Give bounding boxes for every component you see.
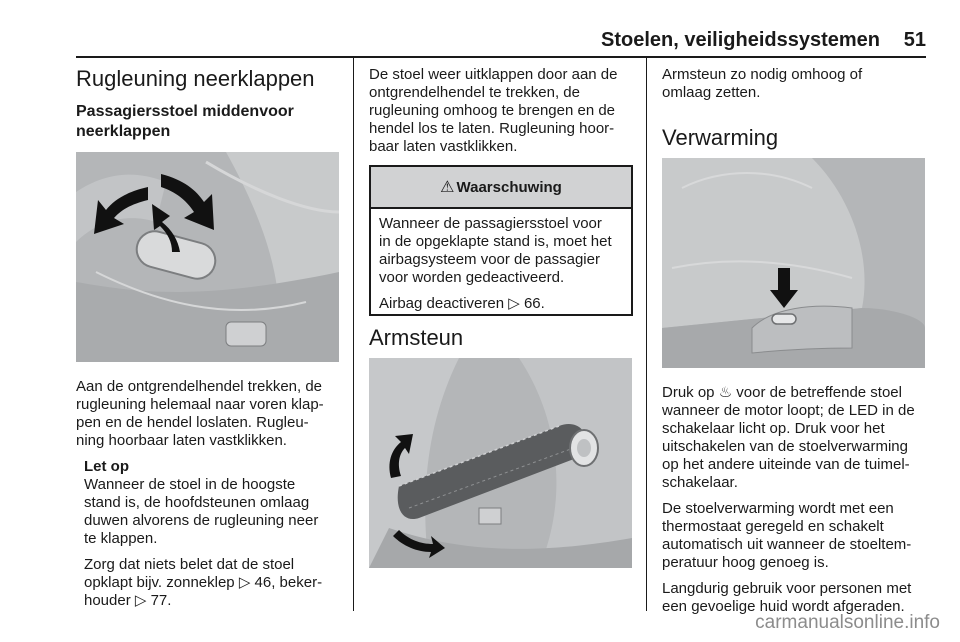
page-header-title: Stoelen, veiligheidssystemen — [601, 29, 880, 51]
warning-paragraph-1: Wanneer de passagiersstoel voor in de opgeklapte stand is, moet het airbagsysteem voor de passagier voor worden gedeactiveerd. — [379, 215, 612, 286]
warning-paragraph-2: Airbag deactiveren ▷ 66. — [379, 295, 545, 312]
text-block-col3-bottom — [662, 384, 934, 616]
header-divider — [76, 56, 926, 58]
paragraph-thermostat: De stoelverwarming wordt met een thermostaat geregeld en schakelt automatisch uit wanneer de stoeltem- peratuur hoog genoeg is. — [662, 500, 912, 571]
note-paragraph-2: Zorg dat niets belet dat de stoel opklapt bijv. zonneklep ▷ 46, beker- houder ▷ 77. — [84, 556, 323, 609]
column-divider-1 — [353, 58, 354, 611]
note-title: Let op — [84, 458, 129, 475]
paragraph-heating-on-off: Druk op ♨ voor de betreffende stoel wanneer de motor loopt; de LED in de schakelaar licht op. Druk voor het uitschakelen van de stoelverwarming op het andere uiteinde van de tuimel- schakelaar. — [662, 384, 915, 491]
warning-box — [369, 165, 633, 316]
section-heading-rugleuning: Rugleuning neerklappen — [76, 66, 315, 91]
footer-watermark: carmanualsonline.info — [755, 612, 940, 633]
armrest-illustration — [369, 358, 632, 568]
paragraph-sensitive-skin: Langdurig gebruik voor personen met een gevoelige huid wordt afgeraden. — [662, 580, 912, 615]
section-heading-armsteun: Armsteun — [369, 325, 464, 350]
column-divider-2 — [646, 58, 647, 611]
text-block-col3-top — [662, 66, 930, 102]
page-number: 51 — [903, 29, 926, 51]
subheading-passagiersstoel: Passagiersstoel middenvoor neerklappen — [76, 103, 294, 140]
warning-triangle-icon: ⚠ — [440, 179, 455, 196]
paragraph-fold-instructions: Aan de ontgrendelhendel trekken, de rugleuning helemaal naar voren klap- pen en de hendel loslaten. Rugleu- ning hoorbaar laten vastklikken. — [76, 378, 324, 449]
seat-heating-illustration — [662, 158, 925, 368]
section-heading-verwarming: Verwarming — [662, 125, 779, 150]
paragraph-armrest-adjust: Armsteun zo nodig omhoog of omlaag zetten. — [662, 66, 863, 101]
text-block-col1 — [76, 378, 344, 610]
warning-header — [371, 167, 631, 209]
note-block — [76, 458, 344, 610]
seat-fold-illustration — [76, 152, 339, 362]
note-paragraph-1: Wanneer de stoel in de hoogste stand is, de hoofdsteunen omlaag duwen alvorens de rugleuning neer te klappen. — [84, 476, 319, 547]
warning-title: Waarschuwing — [456, 178, 562, 196]
text-block-col2-top — [369, 66, 637, 156]
paragraph-unfold-instructions: De stoel weer uitklappen door aan de ontgrendelhendel te trekken, de rugleuning omhoog te brengen en de hendel los te laten. Rugleuning hoor- baar laten vastklikken. — [369, 66, 618, 155]
